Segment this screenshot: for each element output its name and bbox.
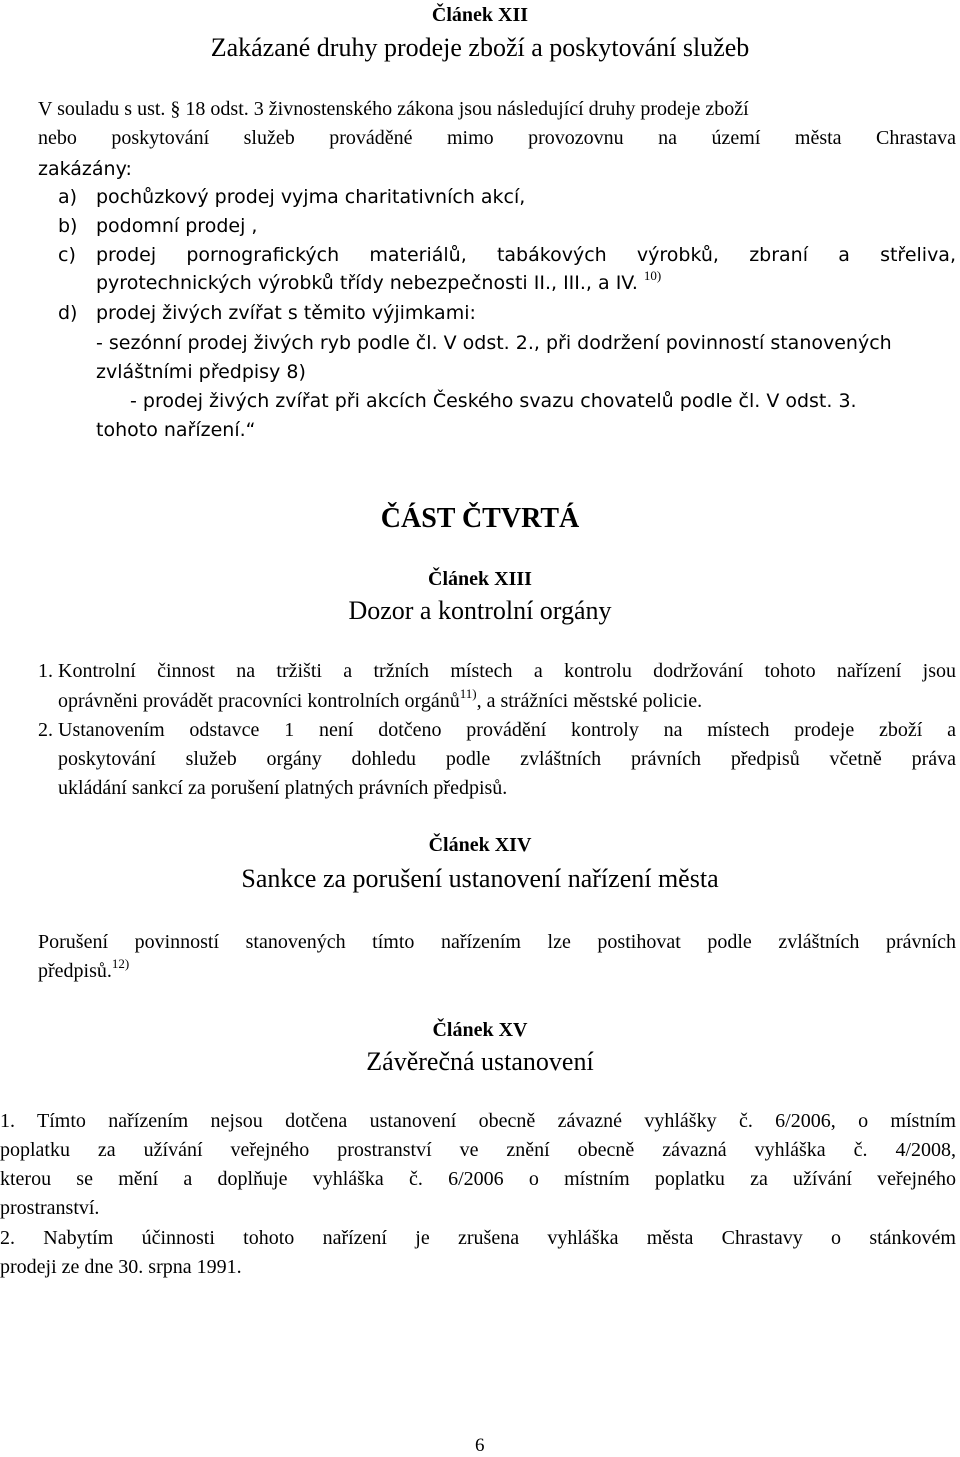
art13-para-2-number: 2. xyxy=(38,719,53,741)
art15-para-1-line-1: 1. Tímto nařízením nejsou dotčena ustanovení obecně závazné vyhlášky č. 6/2006, o místním xyxy=(0,1110,956,1132)
exception-1-line-1: - sezónní prodej živých ryb podle čl. V odst. 2., při dodržení povinností stanovených xyxy=(96,332,892,354)
art13-para-1-number: 1. xyxy=(38,660,53,682)
footnote-ref-10: 10) xyxy=(643,268,662,283)
list-item-c-line-2: pyrotechnických výrobků třídy nebezpečnosti II., III., a IV. $^{10)}$ xyxy=(96,268,662,294)
article-xiv-heading: Článek XIV xyxy=(428,834,532,856)
list-label-b: b) xyxy=(58,215,78,237)
art13-para-1-line-2: oprávněni provádět pracovníci kontrolních orgánů$^{11)}$, a strážníci městské policie. xyxy=(58,686,703,712)
art15-para-1-line-2: poplatku za užívání veřejného prostranství ve znění obecně závazná vyhláška č. 4/2008, xyxy=(0,1139,956,1161)
art13-para-2-line-2: poskytování služeb orgány dohledu podle zvláštních právních předpisů včetně práva xyxy=(58,748,956,770)
article-xii-title: Zakázané druhy prodeje zboží a poskytování služeb xyxy=(210,33,750,62)
list-label-a: a) xyxy=(58,186,78,208)
art15-para-1-line-3: kterou se mění a doplňuje vyhláška č. 6/2006 o místním poplatku za užívání veřejného xyxy=(0,1168,956,1190)
list-label-c: c) xyxy=(58,244,76,266)
article-xiv-title: Sankce za porušení ustanovení nařízení města xyxy=(241,864,719,893)
article-xiii-heading: Článek XIII xyxy=(428,568,532,590)
part-four-heading: ČÁST ČTVRTÁ xyxy=(380,503,580,534)
article-xv-heading: Článek XV xyxy=(432,1019,528,1041)
footnote-ref-12: 12) xyxy=(111,956,130,971)
page-number: 6 xyxy=(475,1435,485,1456)
exception-2-line-1: - prodej živých zvířat při akcích Českého svazu chovatelů podle čl. V odst. 3. xyxy=(130,390,857,412)
article-xiii-title: Dozor a kontrolní orgány xyxy=(348,596,612,625)
footnote-ref-11: 11) xyxy=(459,686,477,701)
art15-para-1-line-4: prostranství. xyxy=(0,1197,100,1219)
list-item-c-line-1: prodej pornografických materiálů, tabákových výrobků, zbraní a střeliva, xyxy=(96,244,956,266)
art15-para-2-line-1: 2. Nabytím účinnosti tohoto nařízení je zrušena vyhláška města Chrastavy o stánkovém xyxy=(0,1227,956,1249)
article-xv-title: Závěrečná ustanovení xyxy=(366,1047,594,1076)
art13-para-2-line-3: ukládání sankcí za porušení platných právních předpisů. xyxy=(58,777,508,799)
exception-2-line-2: tohoto nařízení.“ xyxy=(96,419,256,441)
art15-para-2-line-2: prodeji ze dne 30. srpna 1991. xyxy=(0,1256,242,1278)
intro-line-1: V souladu s ust. § 18 odst. 3 živnostenského zákona jsou následující druhy prodeje zboží xyxy=(38,98,749,120)
article-xii-heading: Článek XII xyxy=(431,4,529,26)
list-label-d: d) xyxy=(58,302,78,324)
art13-para-1-line-1: Kontrolní činnost na tržišti a tržních místech a kontrolu dodržování tohoto nařízení jsou xyxy=(58,660,956,682)
intro-line-2: nebo poskytování služeb prováděné mimo provozovnu na území města Chrastava xyxy=(38,127,956,149)
list-item-a: pochůzkový prodej vyjma charitativních akcí, xyxy=(96,186,526,208)
exception-1-line-2: zvláštními předpisy 8) xyxy=(96,361,306,383)
art14-line-2: předpisů.$^{12)}$ xyxy=(38,956,130,982)
art14-line-1: Porušení povinností stanovených tímto nařízením lze postihovat podle zvláštních právních xyxy=(38,931,956,953)
list-item-b: podomní prodej , xyxy=(96,215,258,237)
art13-para-2-line-1: Ustanovením odstavce 1 není dotčeno provádění kontroly na místech prodeje zboží a xyxy=(58,719,956,741)
intro-line-3: zakázány: xyxy=(38,158,132,180)
list-item-d: prodej živých zvířat s těmito výjimkami: xyxy=(96,302,476,324)
